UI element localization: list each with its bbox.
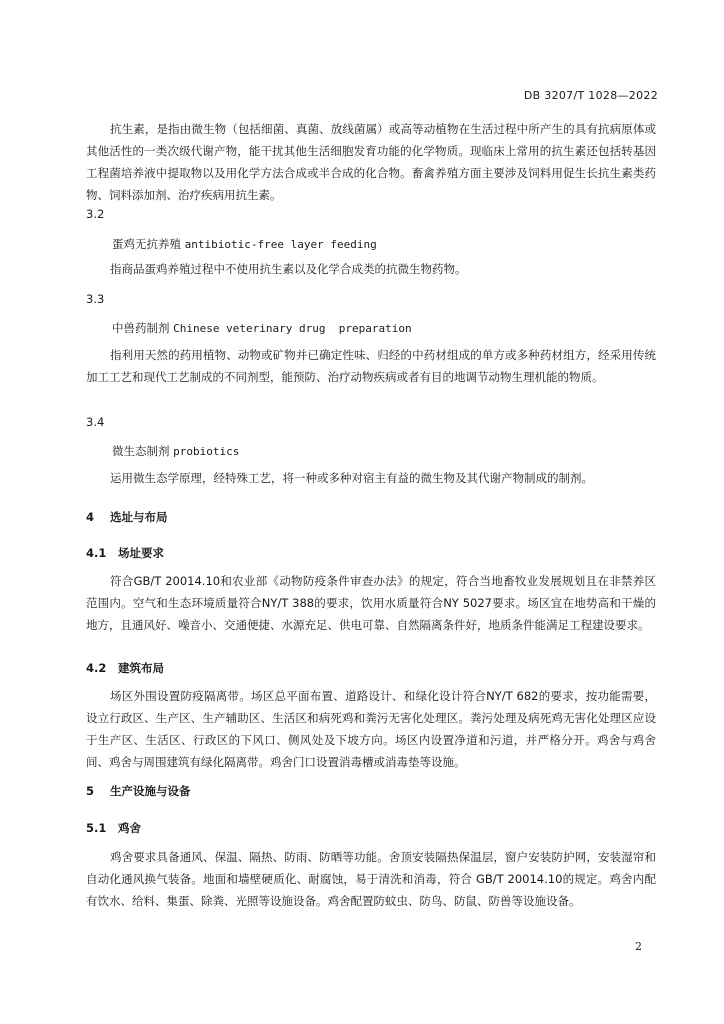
clause-3-4-term-en: probiotics (173, 445, 240, 458)
section-4-title: 选址与布局 (110, 510, 168, 524)
page-number: 2 (635, 940, 642, 953)
section-4-1-text: 符合GB/T 20014.10和农业部《动物防疫条件审查办法》的规定，符合当地畜牧业发展规划且在非禁养区范围内。空气和生态环境质量符合NY/T 388的要求，饮用水质量符合NY 5027要求。场区宜在地势高和干燥的地方，且通风好、噪音小、交通便捷、水源充足、供电可靠、自然隔离条件好，地质条件能满足工程建设要求。 (86, 574, 656, 632)
clause-3-4-definition-text: 运用微生态学原理，经特殊工艺，将一种或多种对宿主有益的微生物及其代谢产物制成的制剂。 (110, 471, 593, 485)
antibiotic-definition (86, 118, 656, 206)
section-5-title: 生产设施与设备 (110, 784, 191, 798)
clause-3-4-definition (86, 467, 656, 489)
clause-3-3-definition-text: 指利用天然的药用植物、动物或矿物并已确定性味、归经的中药材组成的单方或多种药材组方，经采用传统加工工艺和现代工艺制成的不同剂型，能预防、治疗动物疾病或者有目的地调节动物生理机能的物质。 (86, 348, 656, 384)
clause-3-2-term-cn: 蛋鸡无抗养殖 (112, 237, 181, 251)
section-5-1-number: 5.1 (86, 821, 107, 835)
clause-3-2-term (112, 236, 377, 252)
clause-3-3-term (112, 320, 412, 336)
section-4-1-title: 场址要求 (118, 546, 165, 560)
section-5-1-body (86, 846, 656, 912)
clause-3-4-term-cn: 微生态制剂 (112, 444, 170, 458)
clause-3-4-term (112, 443, 239, 459)
clause-3-4-number: 3.4 (86, 415, 105, 429)
clause-3-2-term-en: antibiotic-free layer feeding (184, 238, 377, 251)
section-4-1-body (86, 570, 656, 636)
section-4-2-text: 场区外围设置防疫隔离带。场区总平面布置、道路设计、和绿化设计符合NY/T 682的要求，按功能需要，设立行政区、生产区、生产辅助区、生活区和病死鸡和粪污无害化处理区。粪污处理及病死鸡无害化处理区应设于生产区、生活区、行政区的下风口、侧风处及下坡方向。场区内设置净道和污道，并严格分开。鸡舍与鸡舍间、鸡舍与周围建筑有绿化隔离带。鸡舍门口设置消毒槽或消毒垫等设施。 (86, 689, 656, 769)
clause-3-3-definition (86, 344, 656, 388)
section-4-1-number: 4.1 (86, 546, 107, 560)
clause-3-2-definition (86, 258, 656, 280)
section-4-number: 4 (86, 510, 95, 524)
clause-3-3-number: 3.3 (86, 292, 105, 306)
antibiotic-definition-text: 抗生素，是指由微生物（包括细菌、真菌、放线菌属）或高等动植物在生活过程中所产生的具有抗病原体或其他活性的一类次级代谢产物，能干扰其他生活细胞发育功能的化学物质。现临床上常用的抗生素还包括转基因工程菌培养液中提取物以及用化学方法合成或半合成的化合物。畜禽养殖方面主要涉及饲料用促生长抗生素类药物、饲料添加剂、治疗疾病用抗生素。 (86, 122, 656, 202)
standard-code: DB 3207/T 1028—2022 (523, 89, 658, 102)
section-5-heading (86, 783, 191, 799)
section-4-1-heading (86, 545, 164, 561)
section-4-2-body (86, 685, 656, 773)
section-5-1-heading (86, 820, 141, 836)
section-4-heading (86, 509, 168, 525)
section-4-2-title: 建筑布局 (118, 661, 165, 675)
section-5-1-text: 鸡舍要求具备通风、保温、隔热、防雨、防晒等功能。舍顶安装隔热保温层，窗户安装防护网，安装湿帘和自动化通风换气装备。地面和墙壁硬质化、耐腐蚀，易于清洗和消毒，符合 GB/T 20014.10的规定。鸡舍内配有饮水、给料、集蛋、除粪、光照等设施设备。鸡舍配置防蚊虫、防鸟、防鼠、防兽等设施设备。 (86, 850, 656, 908)
clause-3-2-definition-text: 指商品蛋鸡养殖过程中不使用抗生素以及化学合成类的抗微生物药物。 (110, 262, 467, 276)
section-4-2-number: 4.2 (86, 661, 107, 675)
clause-3-2-number: 3.2 (86, 207, 105, 221)
section-4-2-heading (86, 660, 164, 676)
section-5-number: 5 (86, 784, 95, 798)
clause-3-3-term-en: Chinese veterinary drug preparation (173, 322, 412, 335)
clause-3-3-term-cn: 中兽药制剂 (112, 321, 170, 335)
section-5-1-title: 鸡舍 (118, 821, 142, 835)
